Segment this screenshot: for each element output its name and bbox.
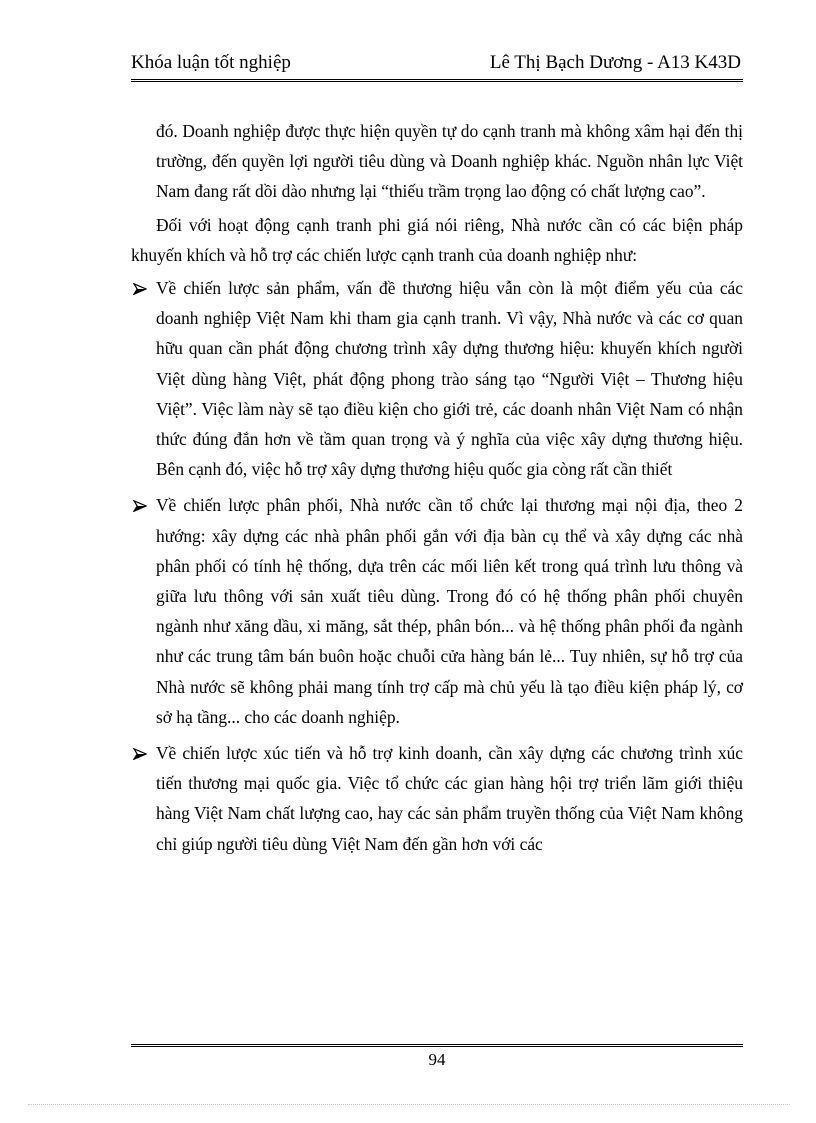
header-rule: [131, 79, 743, 82]
bullet-item-promotion-strategy: [131, 738, 743, 859]
page-header: [131, 50, 743, 78]
header-author: Lê Thị Bạch Dương - A13 K43D: [489, 52, 741, 73]
bullet-text: Về chiến lược phân phối, Nhà nước cần tổ chức lại thương mại nội địa, theo 2 hướng: xây dựng các nhà phân phối gắn với địa bàn cụ thể và xây dựng các nhà phân phối có tính hệ thống, dựa trên các mối liên kết trong quá trình lưu thông và giữa lưu thông với sản xuất tiêu dùng. Trong đó có hệ thống phân phối chuyên ngành như xăng dầu, xi măng, sắt thép, phân bón... và hệ thống phân phối đa ngành như các trung tâm bán buôn hoặc chuỗi cửa hàng bán lẻ... Tuy nhiên, sự hỗ trợ của Nhà nước sẽ không phải mang tính trợ cấp mà chủ yếu là tạo điều kiện pháp lý, cơ sở hạ tầng... cho các doanh nghiệp.: [156, 495, 743, 727]
bullet-item-product-strategy: [131, 273, 743, 484]
bullet-text: Về chiến lược xúc tiến và hỗ trợ kinh doanh, cần xây dựng các chương trình xúc tiến thương mại quốc gia. Việc tổ chức các gian hàng hội trợ triển lãm giới thiệu hàng Việt Nam chất lượng cao, hay các sản phẩm truyền thống của Việt Nam không chỉ giúp người tiêu dùng Việt Nam đến gần hơn với các: [156, 743, 743, 854]
arrow-bullet-icon: [133, 283, 147, 295]
arrow-bullet-icon: [133, 500, 147, 512]
bullet-item-distribution-strategy: [131, 490, 743, 732]
paragraph-continued: đó. Doanh nghiệp được thực hiện quyền tự do cạnh tranh mà không xâm hại đến thị trường, đến quyền lợi người tiêu dùng và Doanh nghiệp khác. Nguồn nhân lực Việt Nam đang rất dồi dào nhưng lại “thiếu trầm trọng lao động có chất lượng cao”.: [156, 121, 743, 202]
arrow-bullet-icon: [133, 748, 147, 760]
footer-rule: [131, 1044, 743, 1047]
bullet-text: Về chiến lược sản phẩm, vấn đề thương hiệu vẫn còn là một điểm yếu của các doanh nghiệp Việt Nam khi tham gia cạnh tranh. Vì vậy, Nhà nước và các cơ quan hữu quan cần phát động chương trình xây dựng thương hiệu: khuyến khích người Việt dùng hàng Việt, phát động phong trào sáng tạo “Người Việt – Thương hiệu Việt”. Việc làm này sẽ tạo điều kiện cho giới trẻ, các doanh nhân Việt Nam có nhận thức đúng đắn hơn về tầm quan trọng và ý nghĩa của việc xây dựng thương hiệu. Bên cạnh đó, việc hỗ trợ xây dựng thương hiệu quốc gia còng rất cần thiết: [156, 278, 743, 480]
bullet-list: [131, 273, 743, 859]
page-edge-dotted-line: [28, 1104, 790, 1105]
page-content: [131, 116, 743, 859]
page-number: 94: [428, 1050, 446, 1069]
header-title: Khóa luận tốt nghiệp: [131, 52, 291, 73]
paragraph-intro: Đối với hoạt động cạnh tranh phi giá nói riêng, Nhà nước cần có các biện pháp khuyến khích và hỗ trợ các chiến lược cạnh tranh của doanh nghiệp như:: [131, 214, 743, 265]
